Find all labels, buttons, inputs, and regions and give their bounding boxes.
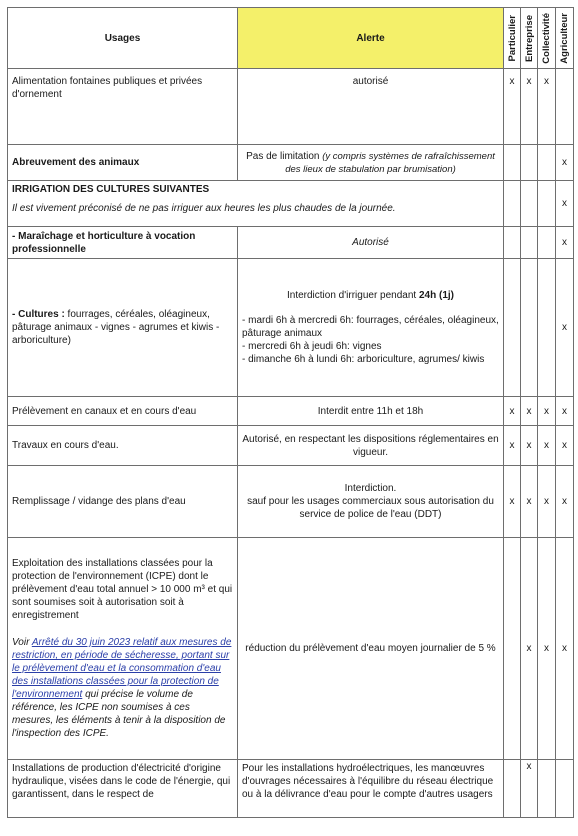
- mark-particulier: [504, 181, 521, 227]
- mark-particulier: x: [504, 426, 521, 466]
- alerte-cell: [238, 259, 504, 397]
- irrigation-title: IRRIGATION DES CULTURES SUIVANTES: [12, 184, 210, 195]
- mark-entreprise: [521, 259, 538, 397]
- table-row-travaux: [8, 426, 574, 466]
- mark-particulier: [504, 538, 521, 760]
- mark-entreprise: [521, 227, 538, 259]
- usage-cell: - Cultures : fourrages, céréales, oléagineux, pâturage animaux - vignes - agrumes et kiwis - arboriculture): [8, 259, 238, 397]
- alerte-cell: Interdiction. sauf pour les usages commerciaux sous autorisation du service de police de l'eau (DDT): [238, 466, 504, 538]
- irrigation-note: Il est vivement préconisé de ne pas irriguer aux heures les plus chaudes de la journée.: [12, 203, 396, 214]
- mark-agriculteur: x: [556, 466, 574, 538]
- mark-agriculteur: [556, 760, 574, 818]
- mark-collectivite: x: [538, 69, 556, 145]
- schedule-item: - mercredi 6h à jeudi 6h: vignes: [242, 341, 382, 352]
- mark-entreprise: x: [521, 69, 538, 145]
- alerte-cell: Autorisé, en respectant les dispositions réglementaires en vigueur.: [238, 426, 504, 466]
- mark-particulier: [504, 145, 521, 181]
- table-row-plans-eau: [8, 466, 574, 538]
- mark-collectivite: [538, 259, 556, 397]
- mark-collectivite: [538, 760, 556, 818]
- mark-agriculteur: x: [556, 227, 574, 259]
- table-row-icpe: [8, 538, 574, 760]
- usage-cell: Alimentation fontaines publiques et privées d'ornement: [8, 69, 238, 145]
- alerte-cell: Pas de limitation (y compris systèmes de rafraîchissement des lieux de stabulation par brumisation): [238, 145, 504, 181]
- particulier-header: Particulier: [504, 8, 521, 69]
- schedule-item: - mardi 6h à mercredi 6h: fourrages, céréales, oléagineux, pâturage animaux: [242, 315, 499, 339]
- usage-cell: Prélèvement en canaux et en cours d'eau: [8, 397, 238, 426]
- header-row: [8, 8, 574, 69]
- usage-cell: Abreuvement des animaux: [8, 145, 238, 181]
- irrigation-section-cell: [8, 181, 504, 227]
- mark-entreprise: [521, 181, 538, 227]
- collectivite-header: Collectivité: [538, 8, 556, 69]
- mark-agriculteur: x: [556, 181, 574, 227]
- usages-header: Usages: [8, 8, 238, 69]
- mark-collectivite: [538, 181, 556, 227]
- usage-cell: Installations de production d'électricité d'origine hydraulique, visées dans le code de l'énergie, qui garantissent, dans le respect de: [8, 760, 238, 818]
- table-row-canaux: [8, 397, 574, 426]
- mark-entreprise: [521, 145, 538, 181]
- mark-entreprise: x: [521, 466, 538, 538]
- restrictions-table: [7, 7, 574, 818]
- mark-particulier: x: [504, 466, 521, 538]
- alerte-cell: autorisé: [238, 69, 504, 145]
- table-row-hydro: [8, 760, 574, 818]
- mark-agriculteur: x: [556, 538, 574, 760]
- usage-cell: Travaux en cours d'eau.: [8, 426, 238, 466]
- mark-collectivite: x: [538, 397, 556, 426]
- usage-cell: - Maraîchage et horticulture à vocation professionnelle: [8, 227, 238, 259]
- agriculteur-header: Agriculteur: [556, 8, 574, 69]
- mark-collectivite: x: [538, 426, 556, 466]
- mark-agriculteur: x: [556, 145, 574, 181]
- mark-agriculteur: x: [556, 397, 574, 426]
- mark-collectivite: [538, 227, 556, 259]
- alerte-header: Alerte: [238, 8, 504, 69]
- table-row-fontaines: [8, 69, 574, 145]
- mark-entreprise: x: [521, 397, 538, 426]
- arrete-link[interactable]: Arrêté du 30 juin 2023 relatif aux mesures de restriction, en période de sécheresse, portant sur le prélèvement d'eau et la consommation d'eau des installations classées pour la protection de l'environnement: [12, 637, 232, 700]
- cultures-schedule: [242, 314, 499, 366]
- alerte-cell: Pour les installations hydroélectriques, les manœuvres d'ouvrages nécessaires à l'équilibre du réseau électrique ou à la délivrance d'eau pour le compte d'autres usagers: [238, 760, 504, 818]
- usage-cell: Remplissage / vidange des plans d'eau: [8, 466, 238, 538]
- alerte-cell: Interdit entre 11h et 18h: [238, 397, 504, 426]
- entreprise-header: Entreprise: [521, 8, 538, 69]
- mark-particulier: [504, 227, 521, 259]
- table-row-animaux: [8, 145, 574, 181]
- mark-agriculteur: x: [556, 259, 574, 397]
- mark-particulier: x: [504, 69, 521, 145]
- icpe-description: Exploitation des installations classées pour la protection de l'environnement (ICPE) dont le prélèvement d'eau total annuel > 10 000 m³ et qui sont soumises soit à autorisation soit à enregistrement: [12, 558, 233, 621]
- usage-cell: [8, 538, 238, 760]
- alerte-cell: réduction du prélèvement d'eau moyen journalier de 5 %: [238, 538, 504, 760]
- cultures-interdiction: Interdiction d'irriguer pendant 24h (1j): [286, 290, 454, 301]
- mark-collectivite: x: [538, 466, 556, 538]
- icpe-reference: Voir Arrêté du 30 juin 2023 relatif aux mesures de restriction, en période de sécheresse, portant sur le prélèvement d'eau et la consommation d'eau des installations classées pour la protection de l'environnement qui précise le volume de référence, les ICPE non soumises à ces mesures, les éléments à tenir à la disposition de l'inspection des ICPE.: [12, 637, 232, 739]
- schedule-item: - dimanche 6h à lundi 6h: arboriculture, agrumes/ kiwis: [242, 354, 485, 365]
- mark-entreprise: x: [521, 426, 538, 466]
- mark-collectivite: x: [538, 538, 556, 760]
- mark-entreprise: x: [521, 538, 538, 760]
- table-row-cultures: [8, 259, 574, 397]
- alerte-cell: Autorisé: [238, 227, 504, 259]
- table-row-maraichage: [8, 227, 574, 259]
- mark-entreprise: x: [521, 760, 538, 818]
- mark-particulier: x: [504, 397, 521, 426]
- mark-agriculteur: x: [556, 426, 574, 466]
- mark-particulier: [504, 760, 521, 818]
- table-row-irrigation: [8, 181, 574, 227]
- mark-collectivite: [538, 145, 556, 181]
- mark-agriculteur: [556, 69, 574, 145]
- mark-particulier: [504, 259, 521, 397]
